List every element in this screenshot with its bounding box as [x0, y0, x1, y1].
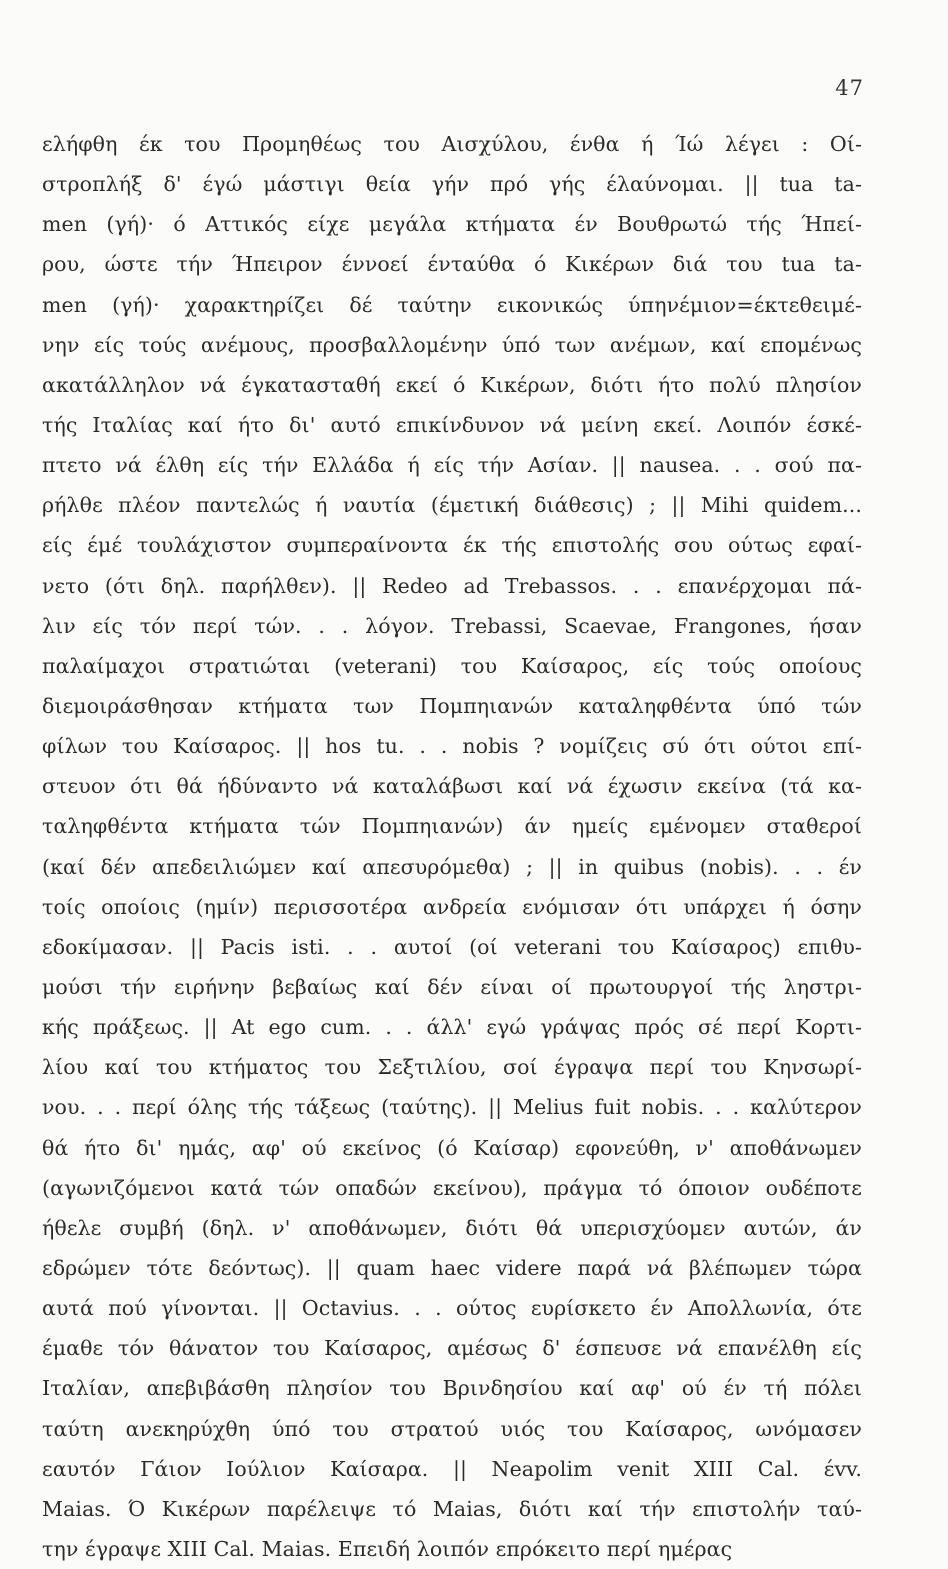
text-line: αυτά πού γίνονται. || Octavius. . . ούτος ευρίσκετο έν Απολλωνία, ότε — [42, 1296, 862, 1321]
page-number: 47 — [835, 76, 864, 100]
text-line: (καί δέν απεδειλιώμεν καί απεσυρόμεθα) ; || in quibus (nobis). . . έν — [42, 854, 862, 879]
text-line: men (γή)· ό Αττικός είχε μεγάλα κτήματα έν Βουθρωτώ τής Ήπεί- — [42, 212, 862, 237]
text-line: ελήφθη έκ του Προμηθέως του Αισχύλου, ένθα ή Ίώ λέγει : Οί- — [42, 132, 862, 156]
text-line: εδρώμεν τότε δεόντως). || quam haec videre παρά νά βλέπωμεν τώρα — [42, 1255, 862, 1280]
text-line: φίλων του Καίσαρος. || hos tu. . . nobis ? νομίζεις σύ ότι ούτοι επί- — [42, 734, 862, 759]
text-line: ταύτη ανεκηρύχθη ύπό του στρατού υιός του Καίσαρος, ωνόμασεν — [42, 1416, 862, 1441]
text-line: τοίς οποίοις (ημίν) περισσοτέρα ανδρεία ενόμισαν ότι υπάρχει ή όσην — [42, 894, 862, 919]
text-line: ήθελε συμβή (δηλ. ν' αποθάνωμεν, διότι θά υπερισχύομεν αυτών, άν — [42, 1215, 862, 1240]
text-line: λίου καί του κτήματος του Σεξτιλίου, σοί έγραψα περί του Κηνσωρί- — [42, 1055, 862, 1080]
text-line: ρου, ώστε τήν Ήπειρον έννοεί ένταύθα ό Κικέρων διά του tua ta- — [42, 252, 862, 277]
text-line: Maias. Ό Κικέρων παρέλειψε τό Maias, διότι καί τήν επιστολήν ταύ- — [42, 1496, 862, 1521]
text-line: Ιταλίαν, απεβιβάσθη πλησίον του Βρινδησίου καί αφ' ού έν τή πόλει — [42, 1376, 862, 1401]
text-line: ρήλθε πλέον παντελώς ή ναυτία (έμετική διάθεσις) ; || Mihi quidem... — [42, 493, 862, 518]
text-line: παλαίμαχοι στρατιώται (veterani) του Καίσαρος, είς τούς οποίους — [42, 653, 862, 678]
text-line: κής πράξεως. || At ego cum. . . άλλ' εγώ γράψας πρός σέ περί Κορτι- — [42, 1015, 862, 1040]
text-line: στροπλήξ δ' έγώ μάστιγι θεία γήν πρό γής έλαύνομαι. || tua ta- — [42, 172, 862, 197]
text-line: στευον ότι θά ήδύναντο νά καταλάβωσι καί νά έχωσιν εκείνα (τά κα- — [42, 774, 862, 799]
text-line: έμαθε τόν θάνατον του Καίσαρος, αμέσως δ' έσπευσε νά επανέλθη είς — [42, 1336, 862, 1361]
body-text — [42, 124, 862, 1569]
text-line: λιν είς τόν περί τών. . . λόγον. Trebassi, Scaevae, Frangones, ήσαν — [42, 613, 862, 638]
text-line: νην είς τούς ανέμους, προσβαλλομένην ύπό των ανέμων, καί επομένως — [42, 332, 862, 357]
text-line: εαυτόν Γάιον Ιούλιον Καίσαρα. || Neapolim venit XIII Cal. έvv. — [42, 1456, 862, 1481]
text-line: νετο (ότι δηλ. παρήλθεν). || Redeo ad Trebassos. . . επανέρχομαι πά- — [42, 573, 862, 598]
text-line: (αγωνιζόμενοι κατά τών οπαδών εκείνου), πράγμα τό όποιον ουδέποτε — [42, 1175, 862, 1200]
text-line: είς έμέ τουλάχιστον συμπεραίνοντα έκ τής επιστολής σου ούτως εφαί- — [42, 533, 862, 558]
text-line: men (γή)· χαρακτηρίζει δέ ταύτην εικονικώς ύπηνέμιον=έκτεθειμέ- — [42, 292, 862, 317]
text-line: θά ήτο δι' ημάς, αφ' ού εκείνος (ό Καίσαρ) εφονεύθη, ν' αποθάνωμεν — [42, 1135, 862, 1160]
text-line: νου. . . περί όλης τής τάξεως (ταύτης). || Melius fuit nobis. . . καλύτερον — [42, 1095, 862, 1120]
text-line: ταληφθέντα κτήματα τών Πομπηιανών) άν ημείς εμένομεν σταθεροί — [42, 814, 862, 839]
text-line: ακατάλληλον νά έγκατασταθή εκεί ό Κικέρων, διότι ήτο πολύ πλησίον — [42, 372, 862, 397]
text-line: διεμοιράσθησαν κτήματα των Πομπηιανών καταληφθέντα ύπό τών — [42, 693, 862, 718]
text-line: μούσι τήν ειρήνην βεβαίως καί δέν είναι οί πρωτουργοί τής ληστρι- — [42, 974, 862, 999]
text-line: πτετο νά έλθη είς τήν Ελλάδα ή είς τήν Ασίαν. || nausea. . . σού πα- — [42, 453, 862, 478]
text-line: τής Ιταλίας καί ήτο δι' αυτό επικίνδυνον νά μείνη εκεί. Λοιπόν έσκέ- — [42, 412, 862, 437]
text-line: την έγραψε XIII Cal. Maias. Επειδή λοιπόν επρόκειτο περί ημέρας — [42, 1536, 733, 1561]
text-line: εδοκίμασαν. || Pacis isti. . . αυτοί (οί veterani του Καίσαρος) επιθυ- — [42, 934, 862, 959]
